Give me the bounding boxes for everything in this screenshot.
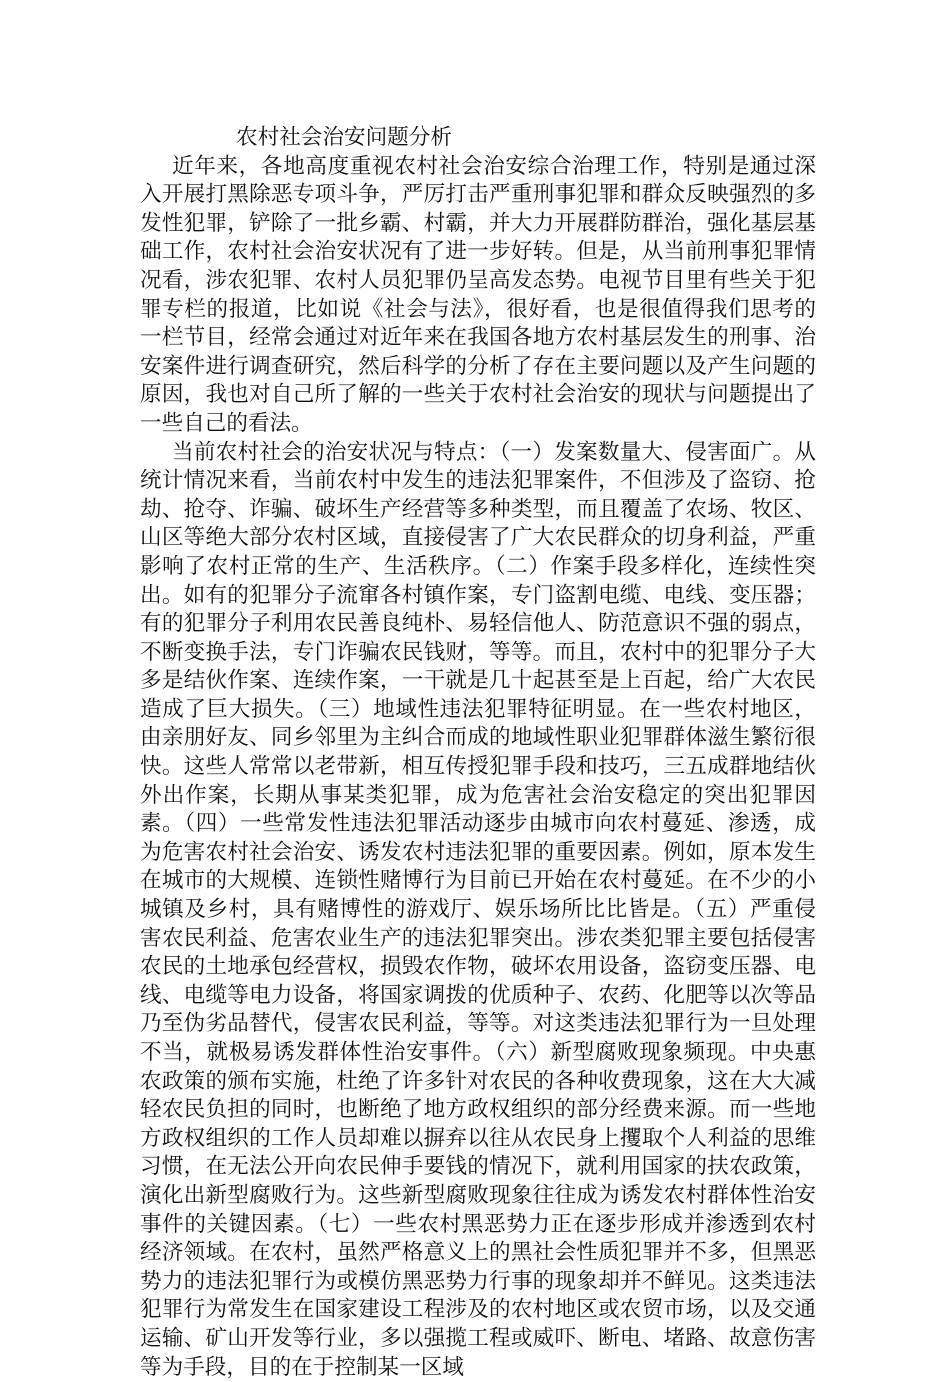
document-title: 农村社会治安问题分析 [236, 125, 452, 150]
paragraph-intro: 近年来，各地高度重视农村社会治安综合治理工作，特别是通过深入开展打黑除恶专项斗争，严厉打击严重刑事犯罪和群众反映强烈的多发性犯罪，铲除了一批乡霸、村霸，并大力开展群防群治，强化基层基础工作，农村社会治安状况有了进一步好转。但是，从当前刑事犯罪情况看，涉农犯罪、农村人员犯罪仍呈高发态势。电视节目里有些关于犯罪专栏的报道，比如说《社会与法》，很好看，也是很值得我们思考的一栏节目，经常会通过对近年来在我国各地方农村基层发生的刑事、治安案件进行调查研究，然后科学的分析了存在主要问题以及产生问题的原因，我也对自己所了解的一些关于农村社会治安的现状与问题提出了一些自己的看法。 [140, 153, 816, 436]
document-body [140, 124, 816, 1382]
paragraph-characteristics: 当前农村社会的治安状况与特点：（一）发案数量大、侵害面广。从统计情况来看，当前农村中发生的违法犯罪案件，不但涉及了盗窃、抢劫、抢夺、诈骗、破坏生产经营等多种类型，而且覆盖了农场、牧区、山区等绝大部分农村区域，直接侵害了广大农民群众的切身利益，严重影响了农村正常的生产、生活秩序。（二）作案手段多样化，连续性突出。如有的犯罪分子流窜各村镇作案，专门盗割电缆、电线、变压器；有的犯罪分子利用农民善良纯朴、易轻信他人、防范意识不强的弱点，不断变换手法，专门诈骗农民钱财，等等。而且，农村中的犯罪分子大多是结伙作案、连续作案，一干就是几十起甚至是上百起，给广大农民造成了巨大损失。（三）地域性违法犯罪特征明显。在一些农村地区，由亲朋好友、同乡邻里为主纠合而成的地域性职业犯罪群体滋生繁衍很快。这些人常常以老带新，相互传授犯罪手段和技巧，三五成群地结伙外出作案，长期从事某类犯罪，成为危害社会治安稳定的突出犯罪因素。（四）一些常发性违法犯罪活动逐步由城市向农村蔓延、渗透，成为危害农村社会治安、诱发农村违法犯罪的重要因素。例如，原本发生在城市的大规模、连锁性赌博行为目前已开始在农村蔓延。在不少的小城镇及乡村，具有赌博性的游戏厅、娱乐场所比比皆是。（五）严重侵害农民利益、危害农业生产的违法犯罪突出。涉农类犯罪主要包括侵害农民的土地承包经营权，损毁农作物，破坏农用设备，盗窃变压器、电线、电缆等电力设备，将国家调拨的优质种子、农药、化肥等以次等品乃至伪劣品替代，侵害农民利益，等等。对这类违法犯罪行为一旦处理不当，就极易诱发群体性治安事件。（六）新型腐败现象频现。中央惠农政策的颁布实施，杜绝了许多针对农民的各种收费现象，这在大大减轻农民负担的同时，也断绝了地方政权组织的部分经费来源。而一些地方政权组织的工作人员却难以摒弃以往从农民身上攫取个人利益的思维习惯，在无法公开向农民伸手要钱的情况下，就利用国家的扶农政策，演化出新型腐败行为。这些新型腐败现象往往成为诱发农村群体性治安事件的关键因素。（七）一些农村黑恶势力正在逐步形成并渗透到农村经济领域。在农村，虽然严格意义上的黑社会性质犯罪并不多，但黑恶势力的违法犯罪行为或模仿黑恶势力行事的现象却并不鲜见。这类违法犯罪行为常发生在国家建设工程涉及的农村地区或农贸市场，以及交通运输、矿山开发等行业，多以强揽工程或威吓、断电、堵路、故意伤害等为手段，目的在于控制某一区域 [140, 439, 816, 1380]
